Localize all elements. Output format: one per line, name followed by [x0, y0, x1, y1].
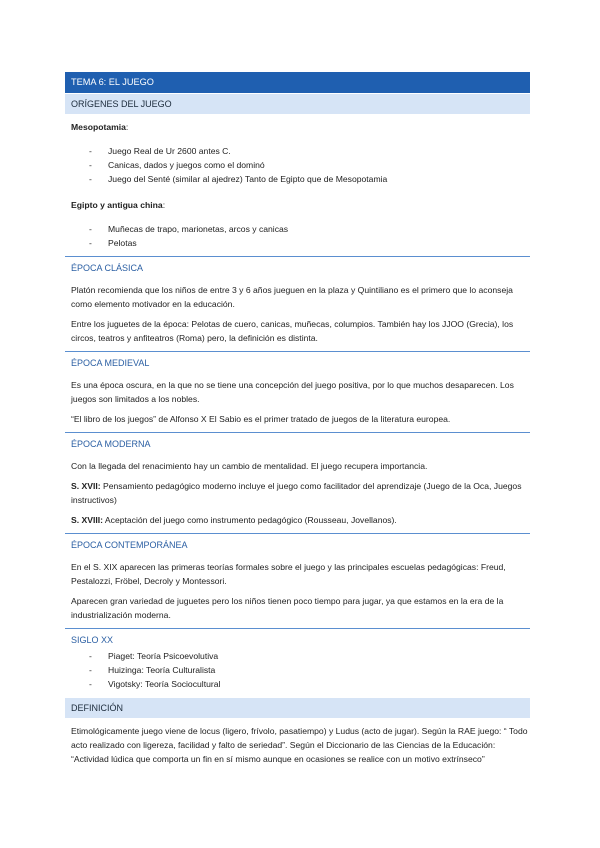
- paragraph: Etimológicamente juego viene de locus (ligero, frívolo, pasatiempo) y Ludus (acto de jugar). Según la RAE juego: “ Todo acto realizado con ligereza, facilidad y falto de seriedad”. Según el Diccionario de las Ciencias de la Educación: “Actividad lúdica que comporta un fin en sí mismo aunque en ocasiones se realice con un motivo extrínseco”: [71, 726, 528, 764]
- subheading-egipto-text: Egipto y antigua china: [71, 200, 163, 210]
- section-divider: [65, 432, 530, 433]
- list-item-text: Juego Real de Ur 2600 antes C.: [108, 146, 231, 156]
- list-item: [65, 222, 530, 236]
- subheading-mesopotamia-text: Mesopotamia: [71, 122, 126, 132]
- paragraph: En el S. XIX aparecen las primeras teorías formales sobre el juego y las principales escuelas pedagógicas: Freud, Pestalozzi, Fröbel, Decroly y Montessori.: [71, 562, 506, 586]
- paragraph-xviii: [65, 513, 530, 527]
- document-content: [65, 72, 530, 766]
- section-heading-medieval: ÉPOCA MEDIEVAL: [71, 358, 150, 368]
- list-item-text: Vigotsky: Teoría Sociocultural: [108, 679, 221, 689]
- label-colon: :: [125, 122, 129, 132]
- paragraph: Es una época oscura, en la que no se tiene una concepción del juego positiva, por lo que muchos desaparecen. Los juegos son limitados a los nobles.: [71, 380, 514, 404]
- list-dash: -: [89, 224, 92, 234]
- list-dash: -: [89, 665, 92, 675]
- section-heading-origenes: ORÍGENES DEL JUEGO: [65, 94, 530, 114]
- list-item: [65, 236, 530, 250]
- subheading-mesopotamia: [65, 120, 530, 134]
- section-heading-definicion: DEFINICIÓN: [65, 698, 530, 718]
- section-heading-siglo-xx: SIGLO XX: [71, 635, 114, 645]
- paragraph-xvii: [65, 479, 530, 507]
- section-divider: [65, 351, 530, 352]
- subheading-egipto: [65, 198, 530, 212]
- list-dash: -: [89, 651, 92, 661]
- century-label: S. XVII:: [71, 481, 101, 491]
- list-dash: -: [89, 238, 92, 248]
- label-colon: :: [162, 200, 166, 210]
- century-label: S. XVIII:: [71, 515, 103, 525]
- list-dash: -: [89, 174, 92, 184]
- section-heading-contemporanea: ÉPOCA CONTEMPORÁNEA: [71, 540, 188, 550]
- list-item: [65, 158, 530, 172]
- list-item: [65, 649, 530, 663]
- paragraph: Aparecen gran variedad de juguetes pero los niños tienen poco tiempo para jugar, ya que estamos en la era de la industrialización moderna.: [71, 596, 504, 620]
- list-dash: -: [89, 146, 92, 156]
- list-item-text: Pelotas: [108, 238, 137, 248]
- paragraph: Con la llegada del renacimiento hay un cambio de mentalidad. El juego recupera importancia.: [71, 461, 428, 471]
- paragraph: Platón recomienda que los niños de entre 3 y 6 años jueguen en la plaza y Quintiliano es el primero que lo aconseja como elemento motivador en la educación.: [71, 285, 513, 309]
- list-item-text: Huizinga: Teoría Culturalista: [108, 665, 216, 675]
- list-item: [65, 144, 530, 158]
- list-item-text: Canicas, dados y juegos como el dominó: [108, 160, 265, 170]
- list-item-text: Juego del Senté (similar al ajedrez) Tanto de Egipto que de Mesopotamia: [108, 174, 388, 184]
- document-title: TEMA 6: EL JUEGO: [65, 72, 530, 93]
- egipto-list: [65, 222, 530, 250]
- list-item: [65, 663, 530, 677]
- section-heading-moderna: ÉPOCA MODERNA: [71, 439, 151, 449]
- list-item-text: Muñecas de trapo, marionetas, arcos y canicas: [108, 224, 289, 234]
- list-item: [65, 677, 530, 691]
- section-divider: [65, 256, 530, 257]
- century-text: Pensamiento pedagógico moderno incluye el juego como facilitador del aprendizaje (Juego de la Oca, Juegos instructivos): [71, 481, 522, 505]
- section-heading-clasica: ÉPOCA CLÁSICA: [71, 263, 144, 273]
- section-divider: [65, 628, 530, 629]
- siglo-xx-list: [65, 649, 530, 691]
- list-dash: -: [89, 160, 92, 170]
- list-item: [65, 172, 530, 186]
- mesopotamia-list: [65, 144, 530, 186]
- century-text: Aceptación del juego como instrumento pedagógico (Rousseau, Jovellanos).: [103, 515, 397, 525]
- section-divider: [65, 533, 530, 534]
- list-item-text: Piaget: Teoría Psicoevolutiva: [108, 651, 219, 661]
- paragraph: Entre los juguetes de la época: Pelotas de cuero, canicas, muñecas, columpios. También hay los JJOO (Grecia), los circos, teatros y anfiteatros (Roma) pero, la definición es distinta.: [71, 319, 514, 343]
- paragraph: “El libro de los juegos” de Alfonso X El Sabio es el primer tratado de juegos de la literatura europea.: [71, 414, 451, 424]
- list-dash: -: [89, 679, 92, 689]
